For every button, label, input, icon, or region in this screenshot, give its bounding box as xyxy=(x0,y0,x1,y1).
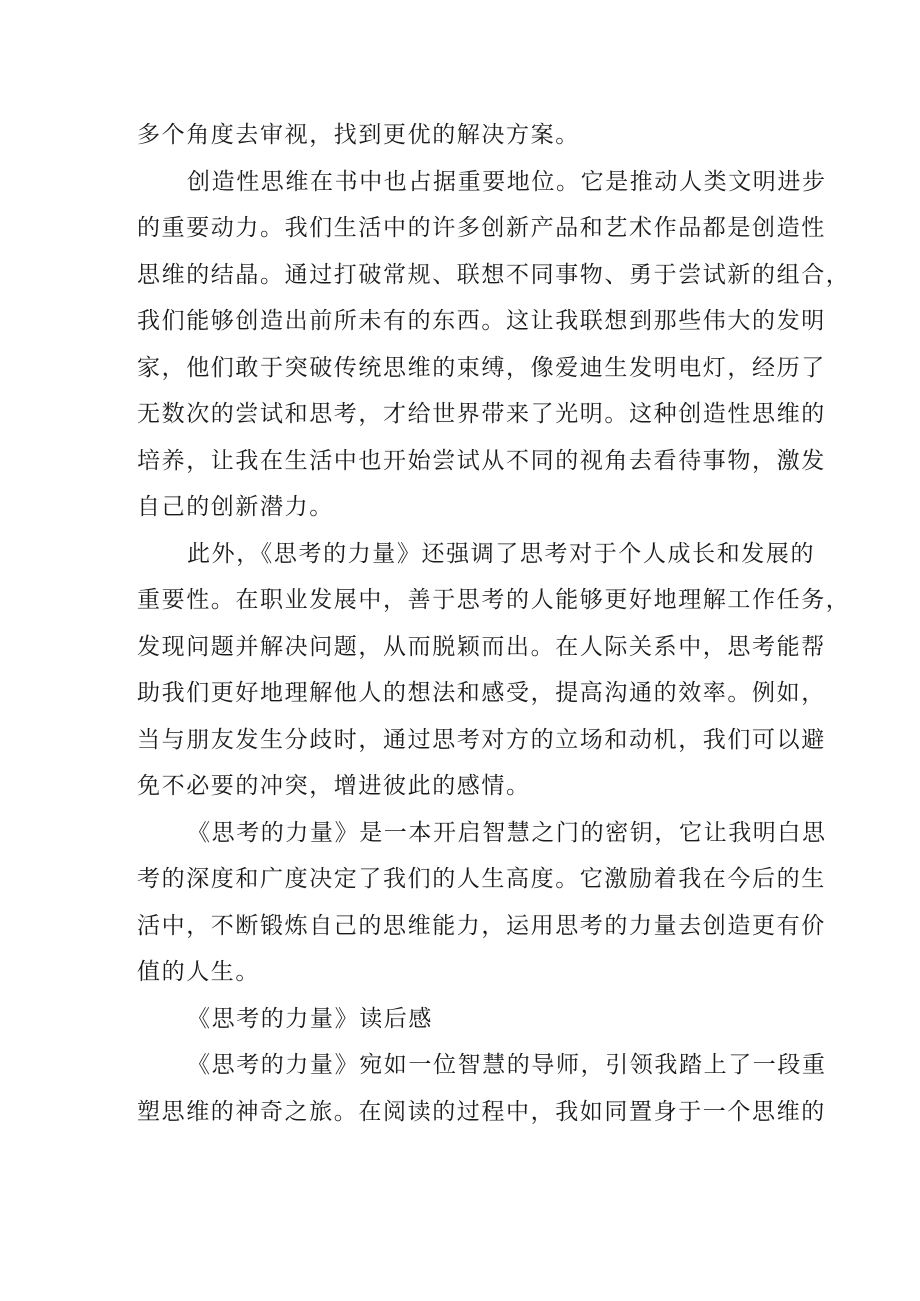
text-line: 我们能够创造出前所未有的东西。这让我联想到那些伟大的发明 xyxy=(137,308,826,334)
text-line: 《思考的力量》是一本开启智慧之门的密钥，它让我明白思 xyxy=(187,819,827,846)
text-line: 《思考的力量》宛如一位智慧的导师，引领我踏上了一段重 xyxy=(187,1052,827,1078)
text-line: 塑思维的神奇之旅。在阅读的过程中，我如同置身于一个思维的 xyxy=(137,1098,826,1125)
text-line: 培养，让我在生活中也开始尝试从不同的视角去看待事物，激发 xyxy=(137,447,826,474)
text-line: 助我们更好地理解他人的想法和感受，提高沟通的效率。例如， xyxy=(137,680,826,706)
text-line: 多个角度去审视，找到更优的解决方案。 xyxy=(137,122,580,148)
text-line: 自己的创新潜力。 xyxy=(137,494,334,520)
text-line: 考的深度和广度决定了我们的人生高度。它激励着我在今后的生 xyxy=(137,866,826,892)
text-line: 家，他们敢于突破传统思维的束缚，像爱迪生发明电灯，经历了 xyxy=(137,354,826,381)
document-body xyxy=(137,112,851,1135)
text-line: 《思考的力量》读后感 xyxy=(187,1005,433,1032)
text-line: 重要性。在职业发展中，善于思考的人能够更好地理解工作任务， xyxy=(137,587,851,613)
text-line: 无数次的尝试和思考，才给世界带来了光明。这种创造性思维的 xyxy=(137,401,826,427)
text-line: 此外，《思考的力量》还强调了思考对于个人成长和发展的 xyxy=(187,540,816,567)
text-line: 免不必要的冲突，增进彼此的感情。 xyxy=(137,773,531,799)
text-line: 创造性思维在书中也占据重要地位。它是推动人类文明进步 xyxy=(187,168,827,195)
text-line: 的重要动力。我们生活中的许多创新产品和艺术作品都是创造性 xyxy=(137,215,826,241)
text-line: 值的人生。 xyxy=(137,959,260,985)
text-line: 思维的结晶。通过打破常规、联想不同事物、勇于尝试新的组合， xyxy=(137,261,851,288)
text-line: 当与朋友发生分歧时，通过思考对方的立场和动机，我们可以避 xyxy=(137,726,826,753)
text-line: 活中，不断锻炼自己的思维能力，运用思考的力量去创造更有价 xyxy=(137,912,826,939)
text-line: 发现问题并解决问题，从而脱颖而出。在人际关系中，思考能帮 xyxy=(137,633,826,660)
